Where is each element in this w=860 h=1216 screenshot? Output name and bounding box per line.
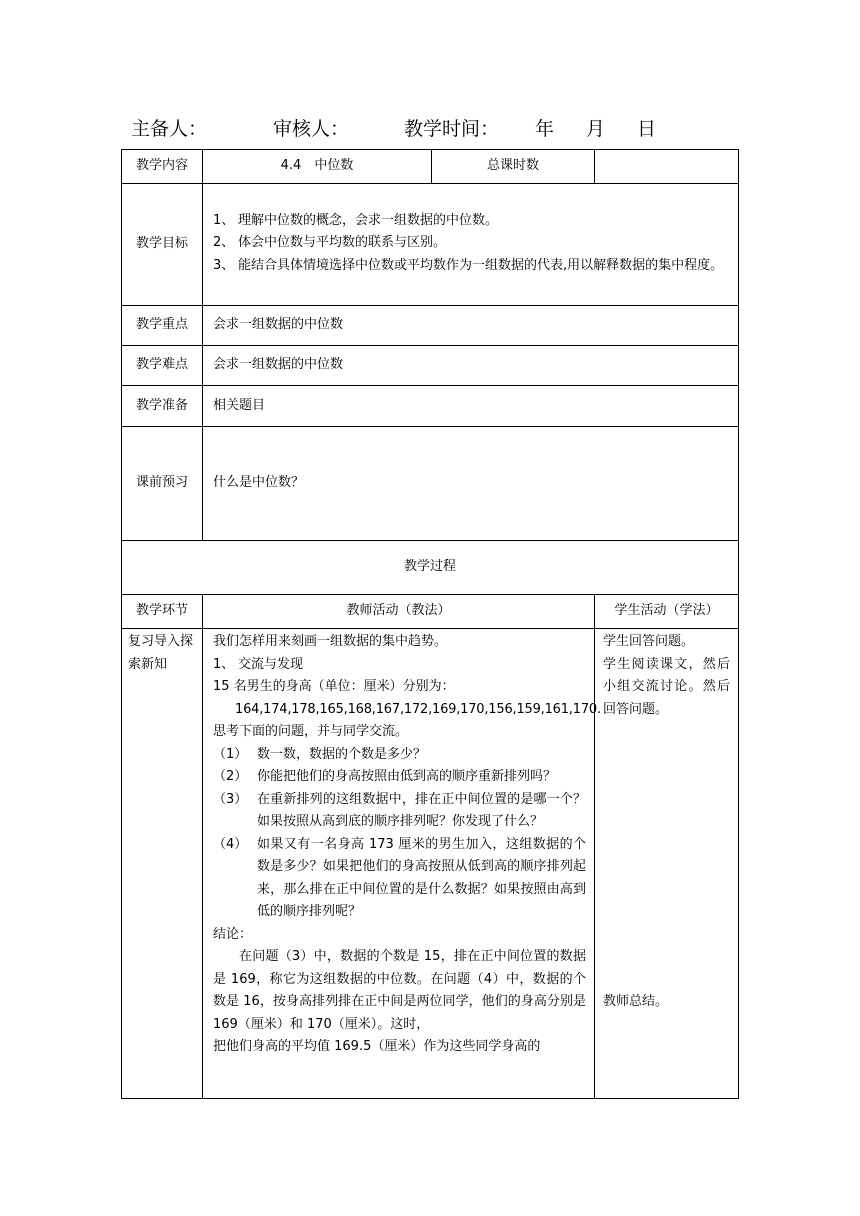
- heights-data: 164,174,178,165,168,167,172,169,170,156,159,161,170.: [235, 701, 601, 717]
- question-item: （1） 数一数，数据的个数是多少？: [213, 746, 427, 762]
- section-heading: 1、 交流与发现: [213, 656, 304, 672]
- hours-value: [595, 150, 739, 184]
- student-step: 学生阅读课文，然后小组交流讨论。然后回答问题。: [603, 656, 730, 717]
- key-point-label: 教学重点: [122, 306, 203, 346]
- objective-item: 1、 理解中位数的概念，会求一组数据的中位数。: [213, 212, 499, 228]
- preview-value: 什么是中位数？: [203, 427, 739, 541]
- stage-header: 教学环节: [122, 595, 203, 629]
- objective-item: 2、 体会中位数与平均数的联系与区别。: [213, 235, 447, 251]
- question-item: （4） 如果又有一名身高 173 厘米的男生加入，这组数据的个数是多少？如果把他们的身高按照从低到高的顺序排列起来，那么排在正中间位置的是什么数据？如果按照由高到低的顺序排列呢？: [213, 836, 586, 919]
- process-title: 教学过程: [122, 541, 739, 595]
- preparation-label: 教学准备: [122, 386, 203, 427]
- content-row: [122, 150, 739, 184]
- process-row: [122, 629, 739, 1099]
- objectives-cell: [203, 184, 739, 306]
- day-label: 日: [637, 118, 657, 140]
- conclusion-continued: 把他们身高的平均值 169.5（厘米）作为这些同学身高的: [213, 1039, 541, 1054]
- process-header-row: [122, 595, 739, 629]
- conclusion-paragraph: 在问题（3）中，数据的个数是 15，排在正中间位置的数据是 169，称它为这组数据的中位数。在问题（4）中，数据的个数是 16，按身高排列排在正中间是两位同学，他们的身高分别是 169（厘米）和 170（厘米）。这时，: [213, 949, 586, 1032]
- student-activity: [595, 629, 739, 1099]
- lesson-plan-table: [121, 149, 739, 1099]
- year-label: 年: [535, 118, 555, 140]
- think-text: 思考下面的问题，并与同学交流。: [213, 724, 409, 739]
- objectives-list: [213, 210, 730, 278]
- objectives-label: 教学目标: [122, 184, 203, 306]
- preparation-value: 相关题目: [203, 386, 739, 427]
- difficulty-row: [122, 346, 739, 386]
- content-label: 教学内容: [122, 150, 203, 184]
- student-step: 教师总结。: [603, 994, 669, 1009]
- teacher-header: 教师活动（教法）: [203, 595, 595, 629]
- intro-text: 我们怎样用来刻画一组数据的集中趋势。: [213, 634, 448, 649]
- preparation-row: [122, 386, 739, 427]
- key-point-row: [122, 306, 739, 346]
- question-item: （2） 你能把他们的身高按照由低到高的顺序重新排列吗？: [213, 769, 557, 784]
- reviewer-label: 审核人：: [273, 118, 350, 140]
- conclusion-label: 结论：: [213, 926, 253, 942]
- questions-list: [213, 744, 586, 924]
- key-point-value: 会求一组数据的中位数: [203, 306, 739, 346]
- student-step: 学生回答问题。: [603, 634, 695, 649]
- student-header: 学生活动（学法）: [595, 595, 739, 629]
- teacher-activity: [203, 629, 601, 1099]
- question-item: （3） 在重新排列的这组数据中，排在正中间位置的是哪一个？如果按照从高到底的顺序排列呢？你发现了什么？: [213, 791, 586, 829]
- preview-row: [122, 427, 739, 541]
- preview-label: 课前预习: [122, 427, 203, 541]
- month-label: 月: [586, 118, 606, 140]
- stage-cell: 复习导入探索新知: [122, 629, 203, 1099]
- objective-item: 3、 能结合具体情境选择中位数或平均数作为一组数据的代表,用以解释数据的集中程度。: [213, 257, 724, 273]
- difficulty-label: 教学难点: [122, 346, 203, 386]
- preparer-label: 主备人：: [131, 118, 208, 140]
- time-label: 教学时间：: [404, 118, 500, 140]
- difficulty-value: 会求一组数据的中位数: [203, 346, 739, 386]
- data-line: 15 名男生的身高（单位：厘米）分别为：: [213, 679, 455, 694]
- content-value: 4.4 中位数: [203, 150, 432, 184]
- hours-label: 总课时数: [432, 150, 595, 184]
- process-title-row: [122, 541, 739, 595]
- objectives-row: [122, 184, 739, 306]
